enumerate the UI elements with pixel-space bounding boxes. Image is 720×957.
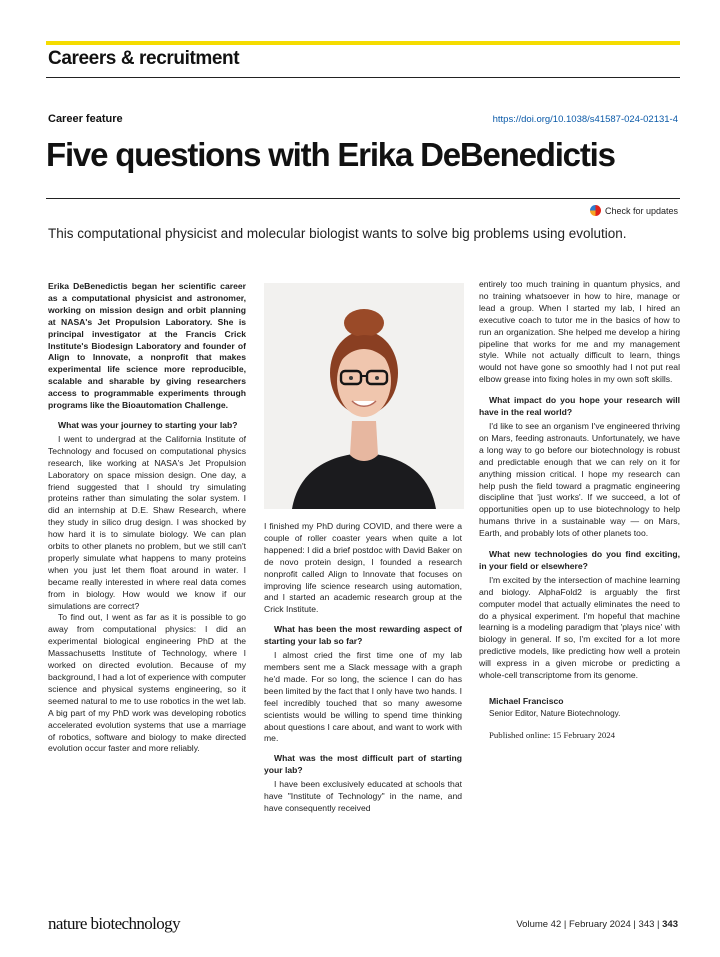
feature-label: Career feature xyxy=(48,113,123,125)
question-heading: What new technologies do you find exciting, in your field or elsewhere? xyxy=(479,549,680,571)
journal-logo: nature biotechnology xyxy=(48,914,180,933)
author-name: Michael Francisco xyxy=(489,696,564,706)
published-date: Published online: 15 February 2024 xyxy=(489,729,616,740)
section-divider xyxy=(46,77,680,78)
answer-paragraph: I went to undergrad at the California Institute of Technology and focused on computational physics research, like working at NASA's Jet Propulsion Laboratory on space mission design. One day, a friend suggested that I should try simulating proteins rather than simulating the solar system. I did an internship at D.E. Shaw Research, where they study in silico drug design. I was shocked by how hard it is to simulate biology. We can plan orbits to other planets no problem, but we still can't properly simulate what happens to many proteins when you just let them float around in water. I became really interested in where real data comes from in biology. How would we know if our simulations are correct? xyxy=(48,433,246,611)
crossmark-icon xyxy=(590,205,601,216)
article-headline: Five questions with Erika DeBenedictis xyxy=(46,136,615,173)
question-heading: What was the most difficult part of starting your lab? xyxy=(264,753,462,776)
header-accent-bar xyxy=(46,41,680,45)
answer-paragraph: entirely too much training in quantum physics, and no training whatsoever in how to hire, manage or lead a group. When I started my lab, I hired an executive coach to tutor me in the basics of how to run an organization. She helped me develop a hiring pipeline that works for me and my management style. While not actually difficult to learn, things would not have gone so smoothly had I not put real elbow grease into fixing holes in my own soft skills. xyxy=(479,279,680,385)
author-role: Senior Editor, Nature Biotechnology. xyxy=(489,708,621,718)
check-updates-label: Check for updates xyxy=(604,205,678,216)
answer-paragraph: I'm excited by the intersection of machine learning and biology. AlphaFold2 is arguably the first computer model that actually eliminates the need to do a physical experiment. I'm hopeful that machine learning is a modeling paradigm that 'plays nice' with biology in general. If so, I'm excited for a lot more predictive models, like predicting how well a protein will express in a given microbe or predicting a whole-cell transcriptome from its genome. xyxy=(479,574,680,681)
page-number: 343 xyxy=(662,919,678,930)
standfirst: This computational physicist and molecular biologist wants to solve big problems using evolution. xyxy=(48,226,627,241)
answer-paragraph: I finished my PhD during COVID, and there were a couple of roller coaster years when quite a lot happened: I did a brief postdoc with David Baker on de novo protein design, I founded a research nonprofit called Align to Innovate that focuses on improving life science research using automation, and I started an academic research group at the Crick Institute. xyxy=(264,521,462,615)
column-3 xyxy=(479,279,680,742)
footer-issue-info xyxy=(516,919,678,930)
portrait-illustration xyxy=(264,283,464,509)
headline-divider xyxy=(46,198,680,199)
answer-paragraph: I'd like to see an organism I've engineered thriving on Mars, feeding astronauts. Unfortunately, we have a long way to go before our biotechnology is robust and predictable enough that we can rely on it for anything mission critical. I hope my research can help push the field toward a pragmatic engineering discipline that 'just works'. If we succeed, a lot of opportunities open up to use biotechnology to help humans thrive in a sustainable way — on Mars, Earth, and probably lots of other planets too. xyxy=(479,420,680,539)
issue-text: Volume 42 | February 2024 | 343 | xyxy=(516,919,660,930)
section-title: Careers & recruitment xyxy=(48,48,240,69)
question-heading: What was your journey to starting your lab? xyxy=(58,419,238,430)
answer-paragraph: To find out, I went as far as it is possible to go away from computational physics: I did an experimental biological engineering PhD at the Massachusetts Institute of Technology, where I worked on directed evolution. Because of my background, I had a lot of experience with computer science and physical systems engineering, so it seemed natural to me to use robotics in the wet lab. A big part of my PhD work was developing robotics accelerated evolution systems that use a marriage of robotics, software and biology to make directed evolution occur faster and more reliably. xyxy=(48,612,246,754)
question-heading: What impact do you hope your research will have in the real world? xyxy=(479,395,680,418)
portrait-photo xyxy=(264,283,464,509)
question-heading: What has been the most rewarding aspect of starting your lab so far? xyxy=(264,624,462,647)
column-2 xyxy=(264,521,462,815)
answer-paragraph: I have been exclusively educated at schools that have "Institute of Technology" in the name, and have consequently received xyxy=(264,779,462,813)
doi-link[interactable]: https://doi.org/10.1038/s41587-024-02131-4 xyxy=(492,114,678,125)
answer-paragraph: I almost cried the first time one of my lab members sent me a Slack message with a graph he'd made. For so long, the science I can do has been limited by the fact that I only have two hands. I feel incredibly touched that so many awesome scientists would be willing to spend time thinking about questions I care about, and want to work with me. xyxy=(264,650,462,744)
intro-paragraph: Erika DeBenedictis began her scientific career as a computational physicist and astronomer, working on mission design and orbit planning at NASA's Jet Propulsion Laboratory. She is principal investigator at the Francis Crick Institute's Biodesign Laboratory and founder of Align to Innovate, a nonprofit that makes experimental life science more reproducible, scalable and sharable by giving researchers access to programmable experiments through programs like the Bioautomation Challenge. xyxy=(48,281,246,411)
check-updates-button[interactable] xyxy=(590,205,678,216)
column-1 xyxy=(48,281,246,755)
